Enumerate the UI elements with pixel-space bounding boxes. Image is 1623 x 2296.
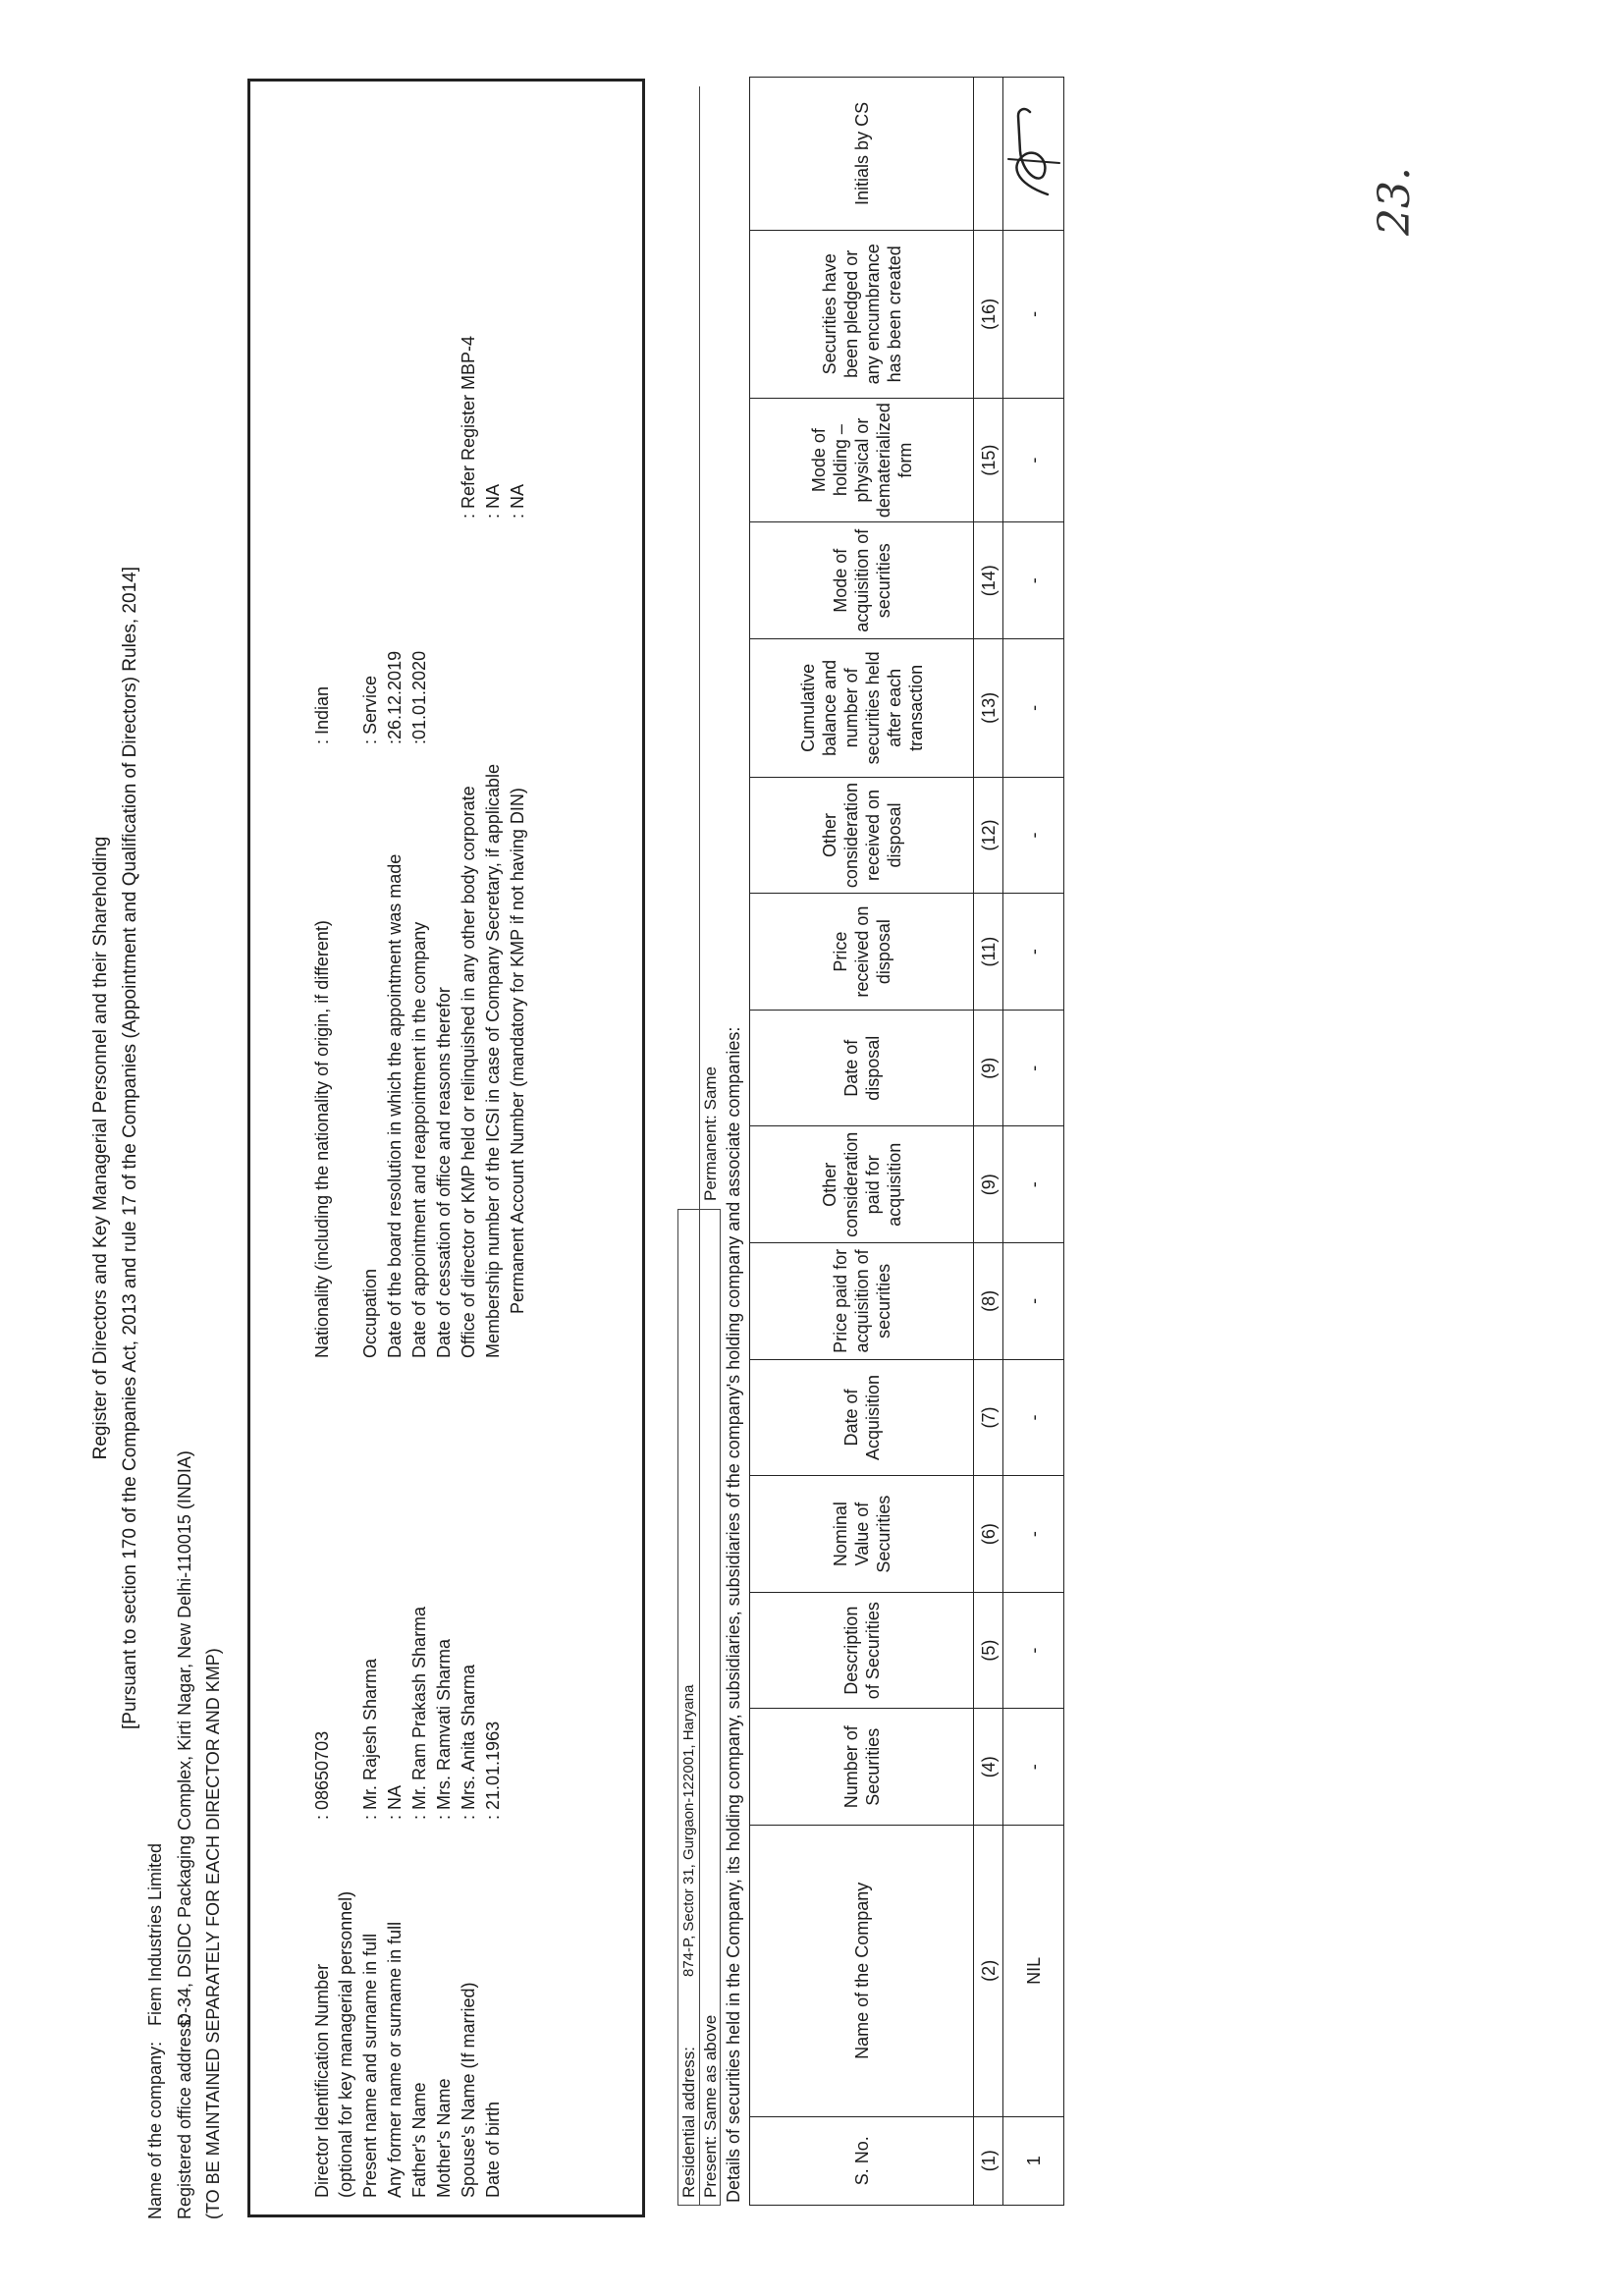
col-number: (2) — [974, 1826, 1003, 2116]
col-header: Securities have been pledged or any encumbrance has been created — [750, 230, 974, 398]
col-header: Price received on disposal — [750, 894, 974, 1011]
col-number: (8) — [974, 1243, 1003, 1360]
residential-divider — [699, 86, 700, 2206]
table-row — [1003, 78, 1064, 2206]
col-header: Number of Securities — [750, 1709, 974, 1826]
other-office-label: Office of director or KMP held or relinquished in any other body corporate — [459, 786, 478, 1358]
cessation-label: Date of cessation of office and reasons therefor — [434, 987, 454, 1358]
mother-name-value: : Mrs. Ramvati Sharma — [434, 1638, 454, 1820]
cell-company: NIL — [1003, 1826, 1064, 2116]
col-header: Name of the Company — [750, 1826, 974, 2116]
col-header: Mode of acquisition of securities — [750, 522, 974, 639]
former-name-label: Any former name or surname in full — [385, 1921, 405, 2198]
cs-initials-signature — [1004, 94, 1063, 212]
present-name-label: Present name and surname in full — [360, 1933, 380, 2198]
icsi-membership-label: Membership number of the ICSI in case of Company Secretary, if applicable — [483, 764, 503, 1358]
other-office-value: : Refer Register MBP-4 — [459, 335, 478, 519]
table-cell: - — [1003, 1476, 1064, 1593]
mother-name-label: Mother's Name — [434, 2078, 454, 2198]
col-header: Date of Acquisition — [750, 1359, 974, 1476]
pan-value: : NA — [508, 483, 527, 519]
appointment-date-value: :01.01.2020 — [409, 650, 429, 744]
appointment-date-label: Date of appointment and reappointment in the company — [409, 921, 429, 1358]
col-number: (6) — [974, 1476, 1003, 1593]
col-number: (4) — [974, 1709, 1003, 1826]
col-number: (16) — [974, 230, 1003, 398]
registered-office-label: Registered office address: — [175, 2014, 194, 2219]
residential-permanent: Permanent: Same — [701, 1066, 720, 1201]
col-header: S. No. — [750, 2116, 974, 2205]
col-number: (7) — [974, 1359, 1003, 1476]
cell-sno: 1 — [1003, 2116, 1064, 2205]
father-name-label: Father's Name — [409, 2082, 429, 2198]
occupation-label: Occupation — [360, 1268, 380, 1358]
table-cell: - — [1003, 1359, 1064, 1476]
dob-label: Date of birth — [483, 2101, 503, 2198]
col-number — [974, 78, 1003, 231]
col-header: Mode of holding – physical or dematerialized form — [750, 398, 974, 522]
col-header: Description of Securities — [750, 1592, 974, 1709]
table-cell: - — [1003, 894, 1064, 1011]
col-number: (9) — [974, 1126, 1003, 1243]
table-cell: - — [1003, 639, 1064, 778]
din-value: : 08650703 — [312, 1730, 332, 1820]
din-label: Director Identification Number — [312, 1963, 332, 2198]
table-cell: - — [1003, 1243, 1064, 1360]
col-header: Initials by CS — [750, 78, 974, 231]
table-cell: - — [1003, 1592, 1064, 1709]
spouse-name-value: : Mrs. Anita Sharma — [459, 1664, 478, 1820]
residential-present: Present: Same as above — [701, 2014, 720, 2198]
spouse-name-label: Spouse's Name (If married) — [459, 1982, 478, 2198]
col-header: Date of disposal — [750, 1010, 974, 1126]
present-name-value: : Mr. Rajesh Sharma — [360, 1658, 380, 1820]
cell-cs-initials — [1003, 78, 1064, 231]
residential-value: 874-P, Sector 31, Gurgaon-122001, Haryana — [680, 1684, 697, 1977]
table-cell: - — [1003, 1010, 1064, 1126]
board-resolution-label: Date of the board resolution in which the appointment was made — [385, 853, 405, 1358]
nationality-value: : Indian — [312, 685, 332, 744]
col-number: (11) — [974, 894, 1003, 1011]
col-number: (15) — [974, 398, 1003, 522]
icsi-membership-value: : NA — [483, 483, 503, 519]
former-name-value: : NA — [385, 1784, 405, 1820]
father-name-value: : Mr. Ram Prakash Sharma — [409, 1606, 429, 1820]
din-optional-label: (optional for key managerial personnel) — [336, 1890, 355, 2198]
table-cell: - — [1003, 777, 1064, 894]
securities-table — [749, 77, 1064, 2206]
table-cell: - — [1003, 398, 1064, 522]
table-cell: - — [1003, 1709, 1064, 1826]
maintenance-note: (TO BE MAINTAINED SEPARATELY FOR EACH DIRECTOR AND KMP) — [203, 1648, 223, 2219]
occupation-value: : Service — [360, 675, 380, 744]
col-number: (5) — [974, 1592, 1003, 1709]
table-header-row — [750, 78, 974, 2206]
col-number: (14) — [974, 522, 1003, 639]
pan-label: Permanent Account Number (mandatory for KMP if not having DIN) — [508, 788, 527, 1314]
table-cell: - — [1003, 230, 1064, 398]
col-number: (13) — [974, 639, 1003, 778]
residential-label: Residential address: — [679, 2046, 698, 2198]
table-cell: - — [1003, 522, 1064, 639]
col-header: Other consideration received on disposal — [750, 777, 974, 894]
register-title: Register of Directors and Key Managerial Personnel and their Shareholding — [90, 836, 111, 1460]
company-name-value: Fiem Industries Limited — [145, 1842, 165, 2026]
register-subtitle: [Pursuant to section 170 of the Companies Act, 2013 and rule 17 of the Companies (Appointment and Qualification of Directors) Rules, 2014] — [120, 567, 140, 1729]
col-header: Nominal Value of Securities — [750, 1476, 974, 1593]
col-number: (12) — [974, 777, 1003, 894]
registered-office-value: D-34, DSIDC Packaging Complex, Kirti Nagar, New Delhi-110015 (INDIA) — [175, 1450, 194, 2026]
table-cell: - — [1003, 1126, 1064, 1243]
col-number: (1) — [974, 2116, 1003, 2205]
board-resolution-value: :26.12.2019 — [385, 650, 405, 744]
col-header: Price paid for acquisition of securities — [750, 1243, 974, 1360]
col-header: Other consideration paid for acquisition — [750, 1126, 974, 1243]
dob-value: : 21.01.1963 — [483, 1721, 503, 1820]
col-number: (9) — [974, 1010, 1003, 1126]
securities-heading: Details of securities held in the Company, its holding company, subsidiaries, subsidiaries of the company's holding company and associate companies: — [724, 1026, 743, 2203]
company-name-label: Name of the company: — [145, 2041, 165, 2219]
column-number-row — [974, 78, 1003, 2206]
nationality-label: Nationality (including the nationality of origin, if different) — [312, 920, 332, 1358]
page-number: 23. — [1370, 167, 1420, 236]
col-header: Cumulative balance and number of securities held after each transaction — [750, 639, 974, 778]
